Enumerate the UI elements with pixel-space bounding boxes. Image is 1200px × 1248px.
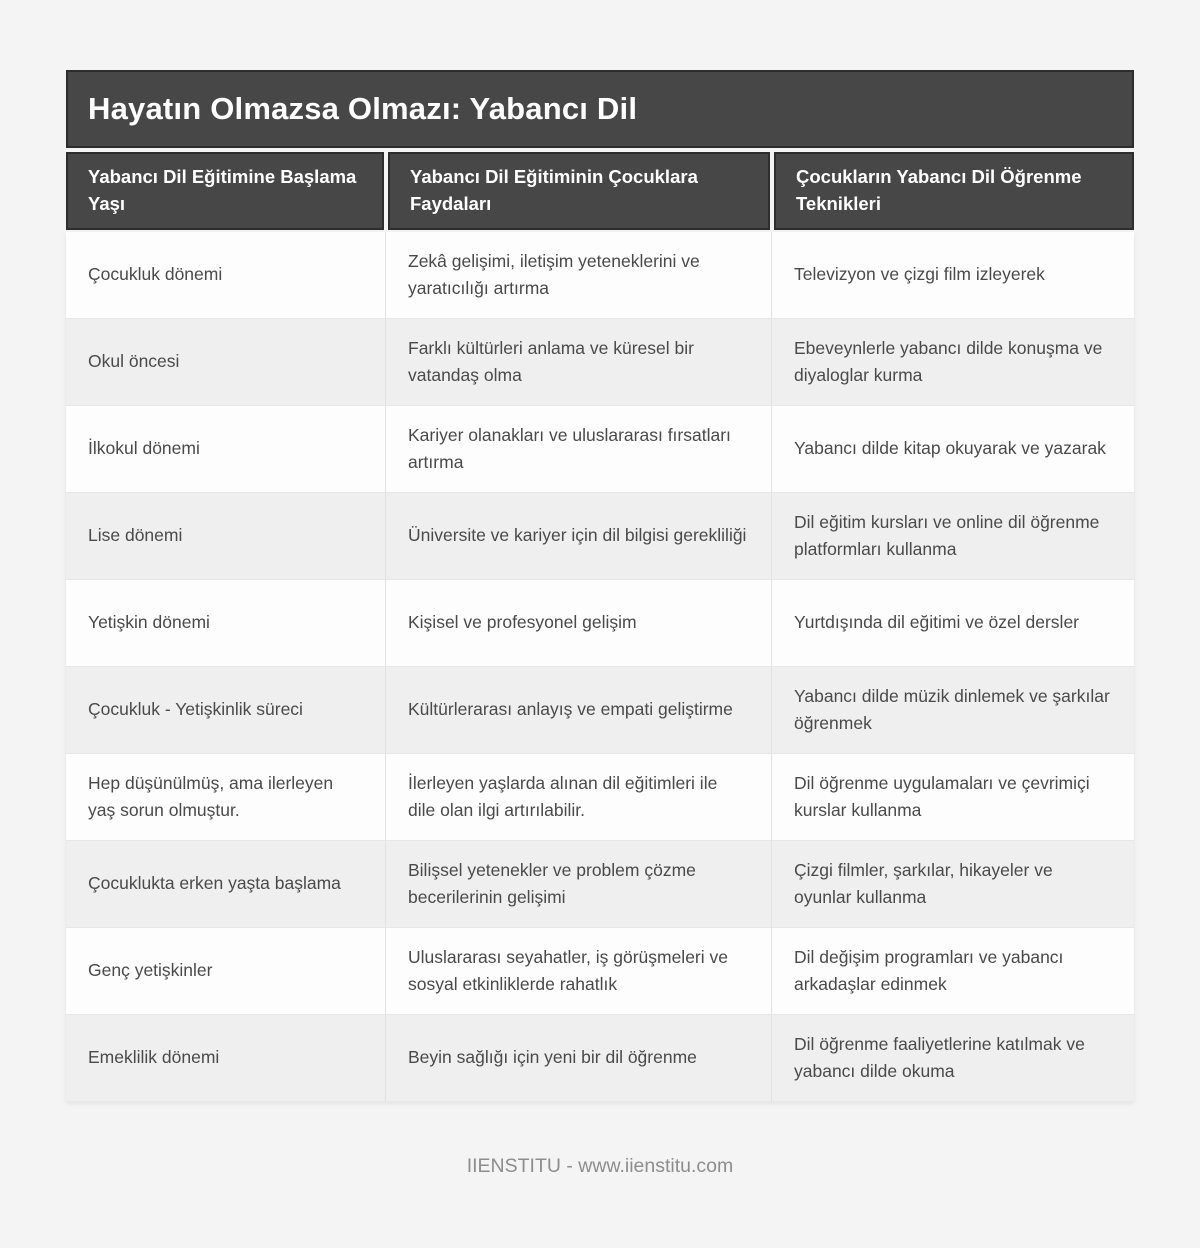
- table-cell: Bilişsel yetenekler ve problem çözme becerilerinin gelişimi: [386, 841, 772, 928]
- table-cell: Çocukluk - Yetişkinlik süreci: [66, 667, 386, 754]
- table-cell: Çizgi filmler, şarkılar, hikayeler ve oyunlar kullanma: [772, 841, 1134, 928]
- table-cell: İlerleyen yaşlarda alınan dil eğitimleri ile dile olan ilgi artırılabilir.: [386, 754, 772, 841]
- table-cell: Farklı kültürleri anlama ve küresel bir vatandaş olma: [386, 319, 772, 406]
- table-cell: Emeklilik dönemi: [66, 1015, 386, 1102]
- column-header-benefits: Yabancı Dil Eğitiminin Çocuklara Faydaları: [388, 152, 770, 230]
- column-header-starting-age: Yabancı Dil Eğitimine Başlama Yaşı: [66, 152, 384, 230]
- page-title: Hayatın Olmazsa Olmazı: Yabancı Dil: [88, 91, 638, 126]
- table-cell: Dil eğitim kursları ve online dil öğrenme platformları kullanma: [772, 493, 1134, 580]
- table-cell: İlkokul dönemi: [66, 406, 386, 493]
- table-cell: Uluslararası seyahatler, iş görüşmeleri ve sosyal etkinliklerde rahatlık: [386, 928, 772, 1015]
- table-cell: Dil öğrenme faaliyetlerine katılmak ve yabancı dilde okuma: [772, 1015, 1134, 1102]
- table-cell: Yetişkin dönemi: [66, 580, 386, 667]
- table-cell: Yabancı dilde müzik dinlemek ve şarkılar öğrenmek: [772, 667, 1134, 754]
- table-cell: Ebeveynlerle yabancı dilde konuşma ve diyaloglar kurma: [772, 319, 1134, 406]
- table-cell: Yabancı dilde kitap okuyarak ve yazarak: [772, 406, 1134, 493]
- table-row: [66, 754, 1134, 841]
- table-cell: Genç yetişkinler: [66, 928, 386, 1015]
- table-cell: Çocuklukta erken yaşta başlama: [66, 841, 386, 928]
- table-cell: Okul öncesi: [66, 319, 386, 406]
- table-row: [66, 667, 1134, 754]
- table-row: [66, 1015, 1134, 1102]
- table-row: [66, 319, 1134, 406]
- table-cell: Kişisel ve profesyonel gelişim: [386, 580, 772, 667]
- table-header-row: [66, 152, 1134, 230]
- table-cell: Beyin sağlığı için yeni bir dil öğrenme: [386, 1015, 772, 1102]
- table-body: [66, 232, 1134, 1102]
- table-cell: Üniversite ve kariyer için dil bilgisi gerekliliği: [386, 493, 772, 580]
- table-row: [66, 580, 1134, 667]
- column-header-techniques: Çocukların Yabancı Dil Öğrenme Teknikleri: [774, 152, 1134, 230]
- table-row: [66, 928, 1134, 1015]
- title-bar: [66, 70, 1134, 148]
- table-row: [66, 841, 1134, 928]
- footer-text: IIENSTITU - www.iienstitu.com: [466, 1155, 734, 1177]
- infographic-table: [66, 70, 1134, 1102]
- table-cell: Televizyon ve çizgi film izleyerek: [772, 232, 1134, 319]
- table-cell: Lise dönemi: [66, 493, 386, 580]
- table-cell: Kültürlerarası anlayış ve empati geliştirme: [386, 667, 772, 754]
- table-row: [66, 232, 1134, 319]
- table-cell: Dil değişim programları ve yabancı arkadaşlar edinmek: [772, 928, 1134, 1015]
- table-cell: Çocukluk dönemi: [66, 232, 386, 319]
- table-row: [66, 406, 1134, 493]
- table-cell: Hep düşünülmüş, ama ilerleyen yaş sorun olmuştur.: [66, 754, 386, 841]
- table-row: [66, 493, 1134, 580]
- table-cell: Kariyer olanakları ve uluslararası fırsatları artırma: [386, 406, 772, 493]
- table-cell: Zekâ gelişimi, iletişim yeteneklerini ve yaratıcılığı artırma: [386, 232, 772, 319]
- table-cell: Yurtdışında dil eğitimi ve özel dersler: [772, 580, 1134, 667]
- table-cell: Dil öğrenme uygulamaları ve çevrimiçi kurslar kullanma: [772, 754, 1134, 841]
